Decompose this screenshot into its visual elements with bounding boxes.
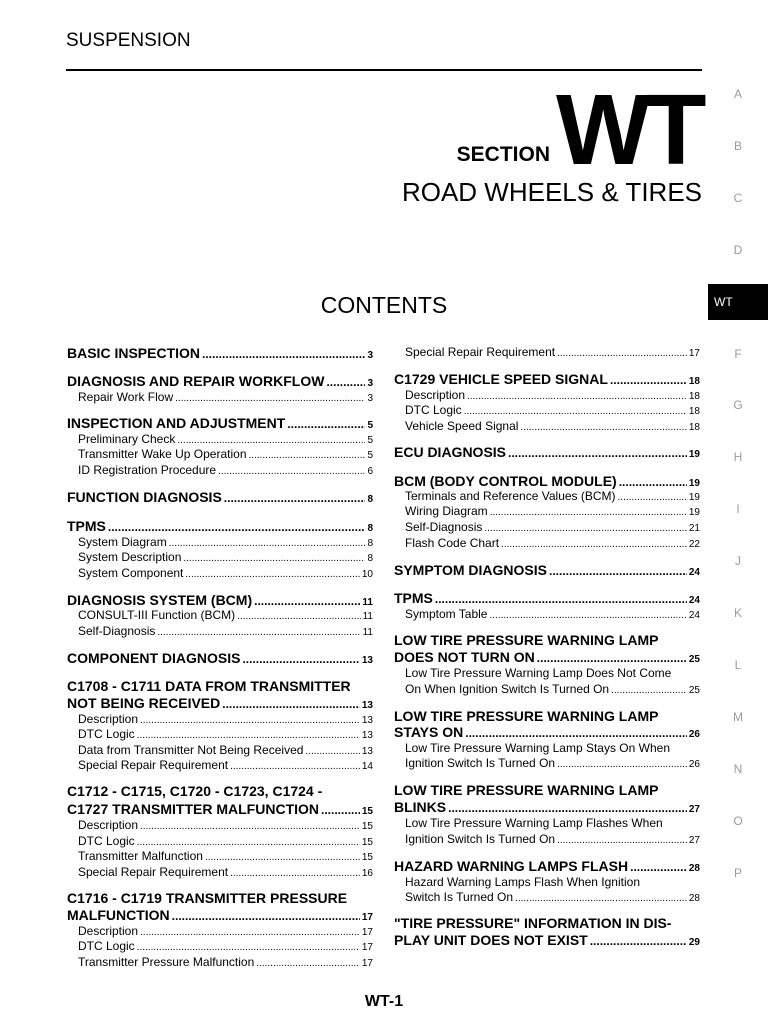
toc-heading-entry[interactable]	[394, 724, 700, 740]
toc-entry-title: Ignition Switch Is Turned On	[405, 832, 556, 846]
dot-leader	[590, 934, 687, 948]
toc-entry-title: HAZARD WARNING LAMPS FLASH	[394, 858, 629, 874]
toc-entry-title: ECU DIAGNOSIS	[394, 444, 507, 460]
toc-page-number: 22	[688, 539, 700, 550]
dot-leader	[185, 569, 359, 580]
toc-sub-entry[interactable]	[394, 875, 700, 889]
toc-entry-title: INSPECTION AND ADJUSTMENT	[67, 415, 286, 431]
toc-entry-title: TPMS	[394, 590, 433, 606]
toc-entry-title: DTC Logic	[405, 403, 462, 417]
toc-page-number: 18	[688, 422, 700, 433]
toc-sub-entry[interactable]	[67, 939, 373, 953]
toc-entry-title: C1716 - C1719 TRANSMITTER PRESSURE	[67, 890, 348, 906]
toc-page-number: 10	[361, 569, 373, 580]
toc-heading-entry[interactable]	[67, 518, 373, 534]
toc-page-number: 24	[688, 567, 700, 578]
toc-page-number: 13	[361, 700, 373, 711]
dot-leader	[140, 715, 360, 726]
toc-page-number: 3	[367, 378, 373, 389]
toc-entry-title: BCM (BODY CONTROL MODULE)	[394, 473, 617, 489]
dot-leader	[249, 450, 366, 461]
dot-leader	[305, 746, 359, 757]
section-tab-o[interactable]: O	[733, 813, 743, 828]
toc-entry-title: LOW TIRE PRESSURE WARNING LAMP	[394, 782, 659, 798]
toc-sub-entry[interactable]	[67, 432, 373, 446]
toc-page-number: 15	[361, 821, 373, 832]
section-tab-h[interactable]: H	[733, 450, 743, 465]
dot-leader	[630, 860, 687, 874]
toc-entry-title: C1708 - C1711 DATA FROM TRANSMITTER	[67, 678, 351, 694]
toc-page-number: 18	[688, 406, 700, 417]
dot-leader	[467, 391, 687, 402]
toc-sub-entry[interactable]	[67, 390, 373, 404]
toc-page-number: 27	[688, 835, 700, 846]
toc-entry-title: Special Repair Requirement	[78, 758, 229, 772]
toc-page-number: 17	[688, 348, 700, 359]
page-number: WT-1	[364, 993, 404, 1010]
toc-entry-title: Repair Work Flow	[78, 390, 174, 404]
toc-entry-title: Vehicle Speed Signal	[405, 419, 519, 433]
toc-heading-entry[interactable]	[394, 444, 700, 460]
contents-title: CONTENTS	[320, 292, 448, 318]
toc-entry-title: C1712 - C1715, C1720 - C1723, C1724 -	[67, 783, 323, 799]
section-tab-i[interactable]: I	[736, 502, 740, 517]
toc-entry-title: Description	[405, 388, 466, 402]
toc-entry-title: ID Registration Procedure	[78, 463, 217, 477]
section-tab-a[interactable]: A	[733, 87, 742, 101]
toc-heading-entry[interactable]	[67, 592, 373, 608]
toc-heading-entry[interactable]	[394, 473, 700, 489]
section-tab-j[interactable]: J	[735, 554, 741, 569]
dot-leader	[175, 393, 365, 404]
toc-sub-entry[interactable]	[67, 743, 373, 757]
toc-entry-title: Special Repair Requirement	[78, 865, 229, 879]
toc-entry-title: Data from Transmitter Not Being Received	[78, 743, 304, 757]
toc-heading-entry[interactable]	[67, 678, 373, 694]
toc-sub-entry[interactable]	[67, 865, 373, 879]
toc-entry-title: COMPONENT DIAGNOSIS	[67, 650, 241, 666]
toc-sub-entry[interactable]	[394, 816, 700, 830]
toc-entry-title: Transmitter Malfunction	[78, 849, 203, 863]
toc-entry-title: Description	[78, 712, 139, 726]
dot-leader	[611, 685, 687, 696]
toc-page-number: 8	[367, 553, 373, 564]
toc-sub-entry[interactable]	[67, 727, 373, 741]
toc-page-number: 24	[688, 610, 700, 621]
toc-entry-title: "TIRE PRESSURE" INFORMATION IN DIS-	[394, 915, 672, 931]
toc-sub-entry[interactable]	[394, 403, 700, 417]
dot-leader	[321, 803, 360, 817]
toc-page-number: 15	[361, 852, 373, 863]
toc-sub-entry[interactable]	[67, 955, 373, 969]
section-title: ROAD WHEELS & TIRES	[401, 177, 702, 207]
toc-entry-title: Low Tire Pressure Warning Lamp Flashes When	[405, 816, 663, 830]
toc-heading-entry[interactable]	[394, 590, 700, 606]
toc-page-number: 3	[367, 350, 373, 361]
dot-leader	[169, 538, 366, 549]
dot-leader	[157, 627, 360, 638]
toc-page-number: 13	[361, 655, 373, 666]
section-code: WT	[556, 74, 702, 186]
toc-sub-entry[interactable]	[67, 535, 373, 549]
toc-page-number: 19	[688, 449, 700, 460]
toc-entry-title: DTC Logic	[78, 939, 135, 953]
section-tab-g[interactable]: G	[733, 398, 743, 413]
dot-leader	[549, 564, 687, 578]
toc-heading-entry[interactable]	[67, 907, 373, 923]
toc-heading-entry[interactable]	[394, 632, 700, 648]
toc-page-number: 15	[361, 837, 373, 848]
toc-heading-entry[interactable]	[394, 562, 700, 578]
dot-leader	[501, 539, 687, 550]
toc-heading-entry[interactable]	[394, 371, 700, 387]
dot-leader	[435, 592, 687, 606]
toc-page-number: 5	[367, 420, 373, 431]
toc-page-number: 18	[688, 376, 700, 387]
dot-leader	[256, 958, 360, 969]
dot-leader	[557, 348, 687, 359]
toc-sub-entry[interactable]	[394, 832, 700, 846]
toc-heading-entry[interactable]	[394, 858, 700, 874]
toc-entry-title: Special Repair Requirement	[405, 345, 556, 359]
toc-heading-entry[interactable]	[67, 890, 373, 906]
section-tab-d[interactable]: D	[733, 242, 743, 257]
dot-leader	[108, 520, 366, 534]
toc-heading-entry[interactable]	[394, 782, 700, 798]
toc-page-number: 26	[688, 759, 700, 770]
section-tab-m[interactable]: M	[733, 709, 743, 724]
manual-header: SUSPENSION	[66, 30, 191, 51]
section-tab-b[interactable]: B	[733, 138, 742, 153]
toc-page-number: 19	[688, 492, 700, 503]
toc-page-number: 11	[362, 597, 373, 608]
toc-page-number: 8	[367, 523, 373, 534]
toc-entry-title: C1727 TRANSMITTER MALFUNCTION	[67, 801, 320, 817]
toc-sub-entry[interactable]	[67, 624, 373, 638]
toc-entry-title: LOW TIRE PRESSURE WARNING LAMP	[394, 708, 659, 724]
toc-heading-entry[interactable]	[394, 915, 700, 931]
dot-leader	[619, 475, 687, 489]
toc-entry-title: LOW TIRE PRESSURE WARNING LAMP	[394, 632, 659, 648]
dot-leader	[237, 611, 360, 622]
toc-heading-entry[interactable]	[394, 932, 700, 948]
toc-heading-entry[interactable]	[67, 489, 373, 505]
toc-sub-entry[interactable]	[394, 607, 700, 621]
toc-page-number: 17	[361, 942, 373, 953]
dot-leader	[254, 594, 360, 608]
toc-page-number: 13	[361, 746, 373, 757]
dot-leader	[484, 523, 687, 534]
toc-entry-title: MALFUNCTION	[67, 907, 170, 923]
dot-leader	[137, 837, 360, 848]
toc-heading-entry[interactable]	[394, 799, 700, 815]
dot-leader	[177, 435, 365, 446]
section-label: SECTION	[456, 143, 550, 166]
toc-entry-title: STAYS ON	[394, 724, 464, 740]
toc-page-number: 18	[688, 391, 700, 402]
toc-page-number: 29	[688, 937, 700, 948]
toc-heading-entry[interactable]	[67, 415, 373, 431]
toc-heading-entry[interactable]	[67, 373, 373, 389]
dot-leader	[508, 446, 687, 460]
toc-page-number: 6	[367, 466, 373, 477]
toc-heading-entry[interactable]	[67, 650, 373, 666]
toc-sub-entry[interactable]	[394, 388, 700, 402]
dot-leader	[489, 610, 686, 621]
section-tab-f[interactable]: F	[734, 346, 742, 361]
toc-entry-title: Terminals and Reference Values (BCM)	[405, 489, 616, 503]
section-tab-wt[interactable]: WT	[708, 284, 768, 320]
dot-leader	[242, 652, 359, 666]
toc-page-number: 28	[688, 893, 700, 904]
toc-entry-title: SYMPTOM DIAGNOSIS	[394, 562, 547, 578]
toc-page-number: 15	[361, 806, 373, 817]
toc-page-number: 27	[688, 804, 700, 815]
toc-sub-entry[interactable]	[67, 849, 373, 863]
toc-sub-entry[interactable]	[394, 419, 700, 433]
toc-entry-title: On When Ignition Switch Is Turned On	[405, 682, 610, 696]
dot-leader	[448, 801, 687, 815]
section-tab-n[interactable]: N	[733, 761, 743, 776]
toc-sub-entry[interactable]	[67, 463, 373, 477]
toc-entry-title: FUNCTION DIAGNOSIS	[67, 489, 222, 505]
section-tab-c[interactable]: C	[733, 190, 743, 205]
dot-leader	[222, 697, 360, 711]
toc-page-number: 13	[361, 730, 373, 741]
dot-leader	[140, 821, 360, 832]
section-tab-l[interactable]: L	[734, 657, 742, 672]
toc-entry-title: BLINKS	[394, 799, 447, 815]
dot-leader	[218, 466, 365, 477]
toc-sub-entry[interactable]	[394, 520, 700, 534]
toc-sub-entry[interactable]	[394, 756, 700, 770]
toc-page-number: 8	[367, 538, 373, 549]
dot-leader	[515, 893, 687, 904]
dot-leader	[465, 726, 687, 740]
dot-leader	[326, 375, 365, 389]
toc-sub-entry[interactable]	[394, 345, 700, 359]
dot-leader	[137, 942, 360, 953]
toc-page-number: 13	[361, 715, 373, 726]
toc-entry-title: Hazard Warning Lamps Flash When Ignition	[405, 875, 640, 889]
toc-heading-entry[interactable]	[67, 345, 373, 361]
toc-left-column	[67, 0, 373, 1024]
dot-leader	[618, 492, 687, 503]
toc-entry-title: C1729 VEHICLE SPEED SIGNAL	[394, 371, 608, 387]
toc-entry-title: Low Tire Pressure Warning Lamp Stays On When	[405, 741, 670, 755]
toc-page-number: 19	[688, 507, 700, 518]
toc-sub-entry[interactable]	[394, 666, 700, 680]
dot-leader	[464, 406, 687, 417]
dot-leader	[287, 417, 365, 431]
toc-sub-entry[interactable]	[67, 550, 373, 564]
toc-page-number: 17	[361, 958, 373, 969]
toc-right-column	[394, 0, 700, 1024]
toc-sub-entry[interactable]	[67, 818, 373, 832]
toc-page-number: 3	[367, 393, 373, 404]
toc-entry-title: Switch Is Turned On	[405, 890, 514, 904]
toc-sub-entry[interactable]	[67, 924, 373, 938]
toc-sub-entry[interactable]	[394, 741, 700, 755]
toc-page-number: 17	[361, 927, 373, 938]
dot-leader	[183, 553, 365, 564]
toc-entry-title: System Diagram	[78, 535, 167, 549]
toc-entry-title: DOES NOT TURN ON	[394, 649, 535, 665]
toc-entry-title: NOT BEING RECEIVED	[67, 695, 221, 711]
dot-leader	[230, 868, 360, 879]
toc-page-number: 25	[688, 685, 700, 696]
toc-heading-entry[interactable]	[394, 708, 700, 724]
toc-sub-entry[interactable]	[394, 489, 700, 503]
toc-entry-title: Symptom Table	[405, 607, 488, 621]
toc-entry-title: Description	[78, 924, 139, 938]
toc-sub-entry[interactable]	[394, 536, 700, 550]
toc-page-number: 25	[688, 654, 700, 665]
toc-heading-entry[interactable]	[67, 695, 373, 711]
toc-page-number: 8	[367, 494, 373, 505]
toc-entry-title: System Component	[78, 566, 184, 580]
dot-leader	[140, 927, 360, 938]
dot-leader	[202, 347, 365, 361]
dot-leader	[610, 373, 687, 387]
dot-leader	[137, 730, 360, 741]
toc-page-number: 17	[361, 912, 373, 923]
toc-heading-entry[interactable]	[394, 649, 700, 665]
toc-entry-title: Low Tire Pressure Warning Lamp Does Not Come	[405, 666, 672, 680]
toc-entry-title: Ignition Switch Is Turned On	[405, 756, 556, 770]
toc-heading-entry[interactable]	[67, 783, 373, 799]
dot-leader	[490, 507, 687, 518]
toc-entry-title: System Description	[78, 550, 182, 564]
toc-entry-title: TPMS	[67, 518, 106, 534]
toc-sub-entry[interactable]	[394, 890, 700, 904]
toc-entry-title: Wiring Diagram	[405, 504, 488, 518]
dot-leader	[520, 422, 686, 433]
toc-entry-title: Transmitter Wake Up Operation	[78, 447, 247, 461]
toc-page-number: 11	[362, 627, 373, 638]
toc-entry-title: BASIC INSPECTION	[67, 345, 201, 361]
dot-leader	[557, 835, 687, 846]
toc-entry-title: Transmitter Pressure Malfunction	[78, 955, 255, 969]
toc-page-number: 19	[688, 478, 700, 489]
dot-leader	[557, 759, 687, 770]
toc-entry-title: DIAGNOSIS SYSTEM (BCM)	[67, 592, 253, 608]
section-tab-p[interactable]: P	[733, 865, 742, 880]
toc-entry-title: Self-Diagnosis	[405, 520, 483, 534]
toc-page-number: 16	[361, 868, 373, 879]
toc-entry-title: CONSULT-III Function (BCM)	[78, 608, 236, 622]
toc-heading-entry[interactable]	[67, 801, 373, 817]
dot-leader	[230, 761, 360, 772]
toc-entry-title: Flash Code Chart	[405, 536, 500, 550]
toc-sub-entry[interactable]	[67, 834, 373, 848]
toc-sub-entry[interactable]	[67, 566, 373, 580]
dot-leader	[537, 651, 687, 665]
toc-sub-entry[interactable]	[67, 712, 373, 726]
toc-entry-title: DIAGNOSIS AND REPAIR WORKFLOW	[67, 373, 325, 389]
toc-entry-title: DTC Logic	[78, 727, 135, 741]
toc-page-number: 14	[361, 761, 373, 772]
toc-entry-title: Self-Diagnosis	[78, 624, 156, 638]
toc-sub-entry[interactable]	[394, 504, 700, 518]
toc-entry-title: DTC Logic	[78, 834, 135, 848]
toc-page-number: 28	[688, 863, 700, 874]
toc-page-number: 5	[367, 435, 373, 446]
toc-sub-entry[interactable]	[394, 682, 700, 696]
toc-page-number: 21	[688, 523, 700, 534]
dot-leader	[224, 491, 366, 505]
toc-page-number: 26	[688, 729, 700, 740]
dot-leader	[205, 852, 360, 863]
dot-leader	[172, 909, 360, 923]
toc-page-number: 24	[688, 595, 700, 606]
toc-sub-entry[interactable]	[67, 758, 373, 772]
toc-entry-title: Description	[78, 818, 139, 832]
toc-sub-entry[interactable]	[67, 447, 373, 461]
toc-entry-title: PLAY UNIT DOES NOT EXIST	[394, 932, 588, 948]
toc-page-number: 11	[362, 611, 373, 622]
toc-sub-entry[interactable]	[67, 608, 373, 622]
toc-page-number: 5	[367, 450, 373, 461]
section-tab-k[interactable]: K	[733, 606, 742, 620]
toc-entry-title: Preliminary Check	[78, 432, 176, 446]
